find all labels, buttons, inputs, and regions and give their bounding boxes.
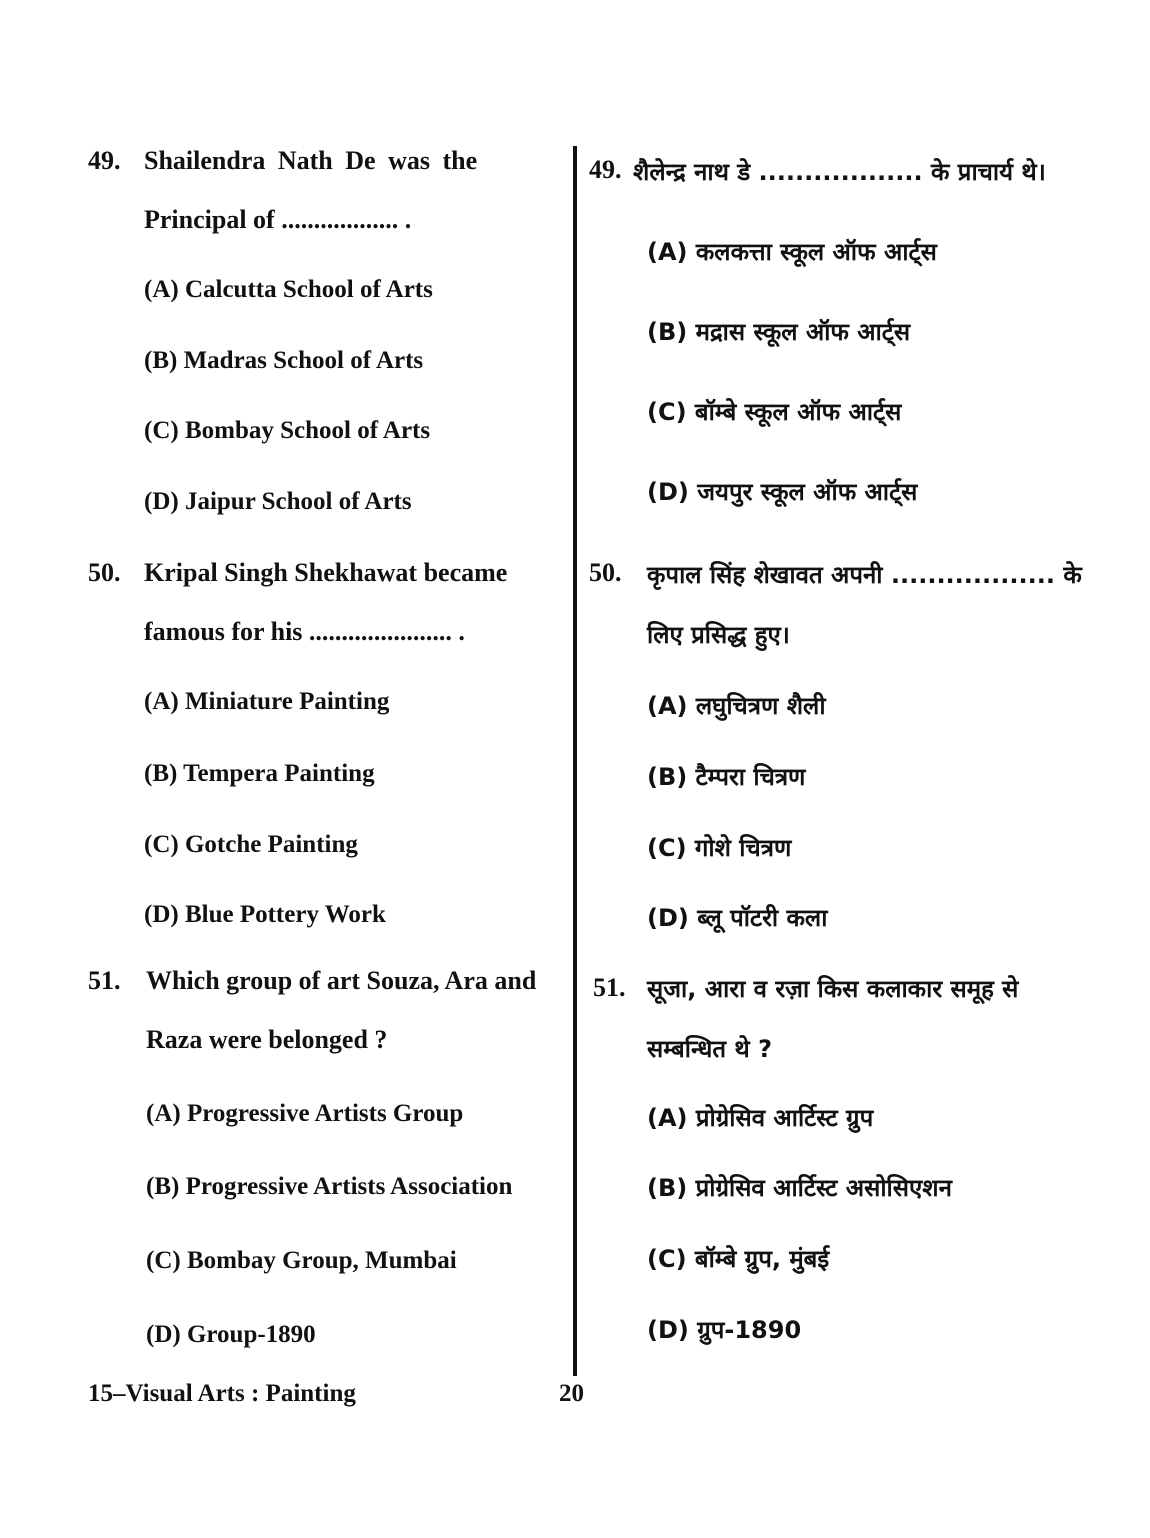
- hindi-question-51-text-line2: सम्बन्धित थे ?: [647, 1035, 773, 1063]
- hindi-question-50-text-line1: कृपाल सिंह शेखावत अपनी .................. के: [647, 561, 1082, 589]
- question-51-text-line1: Which group of art Souza, Ara and: [146, 966, 537, 995]
- question-51-option-b: (B) Progressive Artists Association: [146, 1173, 513, 1200]
- hindi-question-49-number: 49.: [589, 155, 622, 184]
- hindi-question-50-option-a: (A) लघुचित्रण शैली: [647, 692, 826, 720]
- question-50-option-d: (D) Blue Pottery Work: [144, 901, 386, 928]
- question-49-option-d: (D) Jaipur School of Arts: [144, 488, 412, 515]
- hindi-question-51-option-a: (A) प्रोग्रेसिव आर्टिस्ट ग्रुप: [647, 1104, 874, 1132]
- question-49-option-a: (A) Calcutta School of Arts: [144, 276, 433, 303]
- question-51-number: 51.: [88, 966, 121, 995]
- question-49-text-line2: Principal of .................. .: [144, 205, 412, 234]
- hindi-question-51-number: 51.: [593, 973, 626, 1002]
- column-divider: [573, 146, 577, 1376]
- hindi-question-49-option-d: (D) जयपुर स्कूल ऑफ आर्ट्स: [647, 478, 918, 506]
- footer-subject: 15–Visual Arts : Painting: [88, 1380, 356, 1407]
- question-51-option-c: (C) Bombay Group, Mumbai: [146, 1247, 457, 1274]
- hindi-question-50-option-c: (C) गोशे चित्रण: [647, 834, 792, 862]
- question-49-text-line1: Shailendra Nath De was the: [144, 146, 478, 175]
- question-51-option-a: (A) Progressive Artists Group: [146, 1100, 464, 1127]
- hindi-question-50-option-b: (B) टैम्परा चित्रण: [647, 763, 806, 791]
- hindi-question-49-option-a: (A) कलकत्ता स्कूल ऑफ आर्ट्स: [647, 238, 937, 266]
- hindi-question-50-number: 50.: [589, 558, 622, 587]
- question-50-option-a: (A) Miniature Painting: [144, 688, 390, 715]
- question-49-option-c: (C) Bombay School of Arts: [144, 417, 431, 444]
- question-50-text-line2: famous for his ...................... .: [144, 617, 465, 646]
- hindi-question-51-text-line1: सूजा, आरा व रज़ा किस कलाकार समूह से: [647, 975, 1019, 1003]
- hindi-question-51-option-c: (C) बॉम्बे ग्रुप, मुंबई: [647, 1245, 830, 1273]
- hindi-question-49-option-c: (C) बॉम्बे स्कूल ऑफ आर्ट्स: [647, 398, 902, 426]
- question-51-option-d: (D) Group-1890: [146, 1321, 316, 1348]
- hindi-question-51-option-d: (D) ग्रुप-1890: [647, 1316, 802, 1344]
- hindi-question-50-option-d: (D) ब्लू पॉटरी कला: [647, 904, 828, 932]
- question-50-option-b: (B) Tempera Painting: [144, 760, 375, 787]
- question-51-text-line2: Raza were belonged ?: [146, 1025, 388, 1054]
- footer-page-number: 20: [559, 1380, 584, 1407]
- hindi-question-49-option-b: (B) मद्रास स्कूल ऑफ आर्ट्स: [647, 318, 911, 346]
- question-50-option-c: (C) Gotche Painting: [144, 831, 358, 858]
- question-49-number: 49.: [88, 146, 121, 175]
- hindi-question-51-option-b: (B) प्रोग्रेसिव आर्टिस्ट असोसिएशन: [647, 1174, 952, 1202]
- hindi-question-50-text-line2: लिए प्रसिद्ध हुए।: [647, 621, 790, 649]
- hindi-question-49-text-line1: शैलेन्द्र नाथ डे .................. के प्राचार्य थे।: [633, 158, 1046, 186]
- question-50-text-line1: Kripal Singh Shekhawat became: [144, 558, 508, 587]
- question-50-number: 50.: [88, 558, 121, 587]
- question-49-option-b: (B) Madras School of Arts: [144, 347, 424, 374]
